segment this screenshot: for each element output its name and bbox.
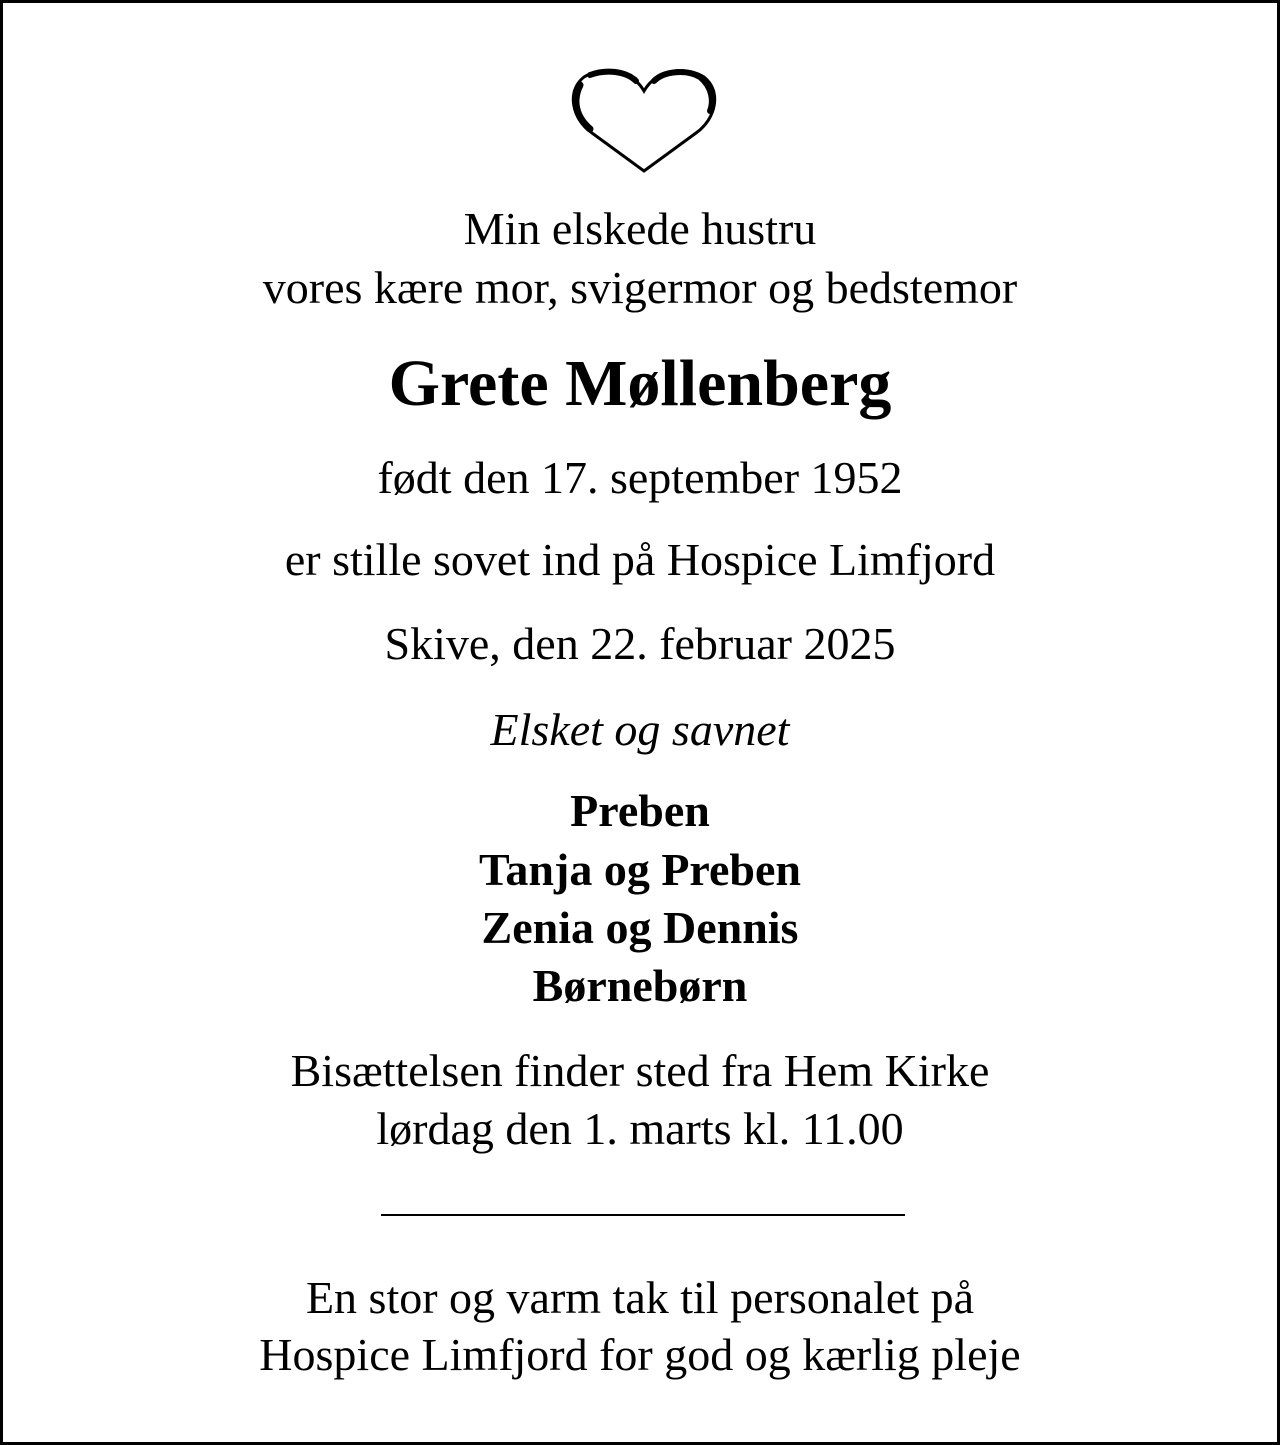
mourner: Preben bbox=[570, 785, 710, 836]
tagline: Elsket og savnet bbox=[490, 704, 790, 755]
thanks-line-1: En stor og varm tak til personalet på bbox=[305, 1272, 975, 1323]
birth-date: født den 17. september 1952 bbox=[377, 452, 903, 503]
passing-statement: er stille sovet ind på Hospice Limfjord bbox=[284, 534, 996, 585]
thanks-line-2: Hospice Limfjord for god og kærlig pleje bbox=[259, 1329, 1021, 1380]
mourner: Tanja og Preben bbox=[478, 844, 802, 895]
intro-line-1: Min elskede hustru bbox=[463, 203, 817, 254]
mourner: Børnebørn bbox=[532, 960, 748, 1011]
funeral-line-1: Bisættelsen finder sted fra Hem Kirke bbox=[290, 1045, 990, 1096]
funeral-line-2: lørdag den 1. marts kl. 11.00 bbox=[376, 1103, 904, 1154]
separator-line bbox=[381, 1214, 905, 1216]
deceased-name: Grete Møllenberg bbox=[388, 347, 892, 420]
intro-line-2: vores kære mor, svigermor og bedstemor bbox=[262, 262, 1018, 313]
heart-icon bbox=[570, 65, 718, 175]
mourner: Zenia og Dennis bbox=[481, 902, 799, 953]
place-and-date: Skive, den 22. februar 2025 bbox=[384, 618, 896, 669]
